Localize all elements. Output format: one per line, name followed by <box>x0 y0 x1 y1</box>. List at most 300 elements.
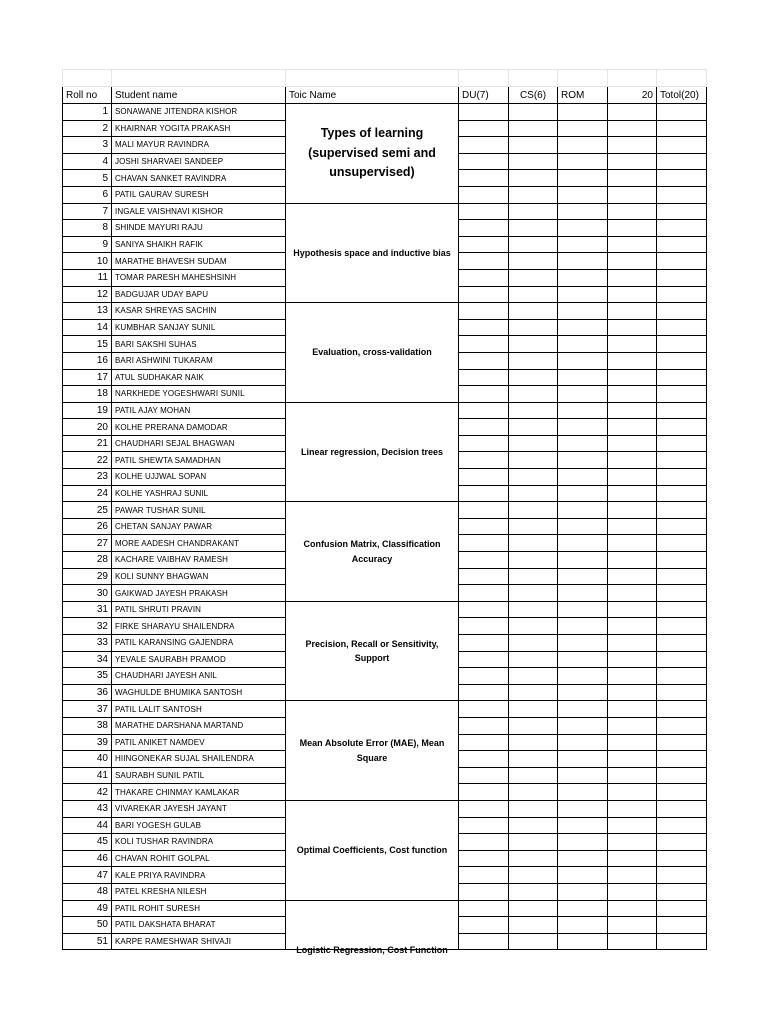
cs-cell <box>509 684 558 701</box>
total-cell <box>657 502 707 519</box>
total-cell <box>657 319 707 336</box>
blank-row <box>63 70 707 87</box>
student-name: BARI ASHWINI TUKARAM <box>112 352 286 369</box>
cs-cell <box>509 170 558 187</box>
rom-cell <box>558 635 608 652</box>
du-cell <box>459 684 509 701</box>
roll-number: 51 <box>63 933 112 950</box>
cs-cell <box>509 469 558 486</box>
student-name: PATIL KARANSING GAJENDRA <box>112 635 286 652</box>
student-name: KOLI SUNNY BHAGWAN <box>112 568 286 585</box>
roll-number: 35 <box>63 668 112 685</box>
roll-number: 31 <box>63 601 112 618</box>
rom-marks-cell <box>608 203 657 220</box>
student-name: TOMAR PARESH MAHESHSINH <box>112 269 286 286</box>
rom-cell <box>558 286 608 303</box>
total-cell <box>657 834 707 851</box>
rom-cell <box>558 734 608 751</box>
du-cell <box>459 402 509 419</box>
roll-number: 46 <box>63 850 112 867</box>
rom-cell <box>558 120 608 137</box>
roll-number: 40 <box>63 751 112 768</box>
topic-name-header: Toic Name <box>286 87 459 104</box>
roll-number: 44 <box>63 817 112 834</box>
du-cell <box>459 137 509 154</box>
du-cell <box>459 253 509 270</box>
cs-cell <box>509 386 558 403</box>
total-cell <box>657 568 707 585</box>
rom-cell <box>558 419 608 436</box>
rom-marks-cell <box>608 834 657 851</box>
cs-cell <box>509 269 558 286</box>
rom-marks-cell <box>608 269 657 286</box>
du-cell <box>459 618 509 635</box>
student-name: GAIKWAD JAYESH PRAKASH <box>112 585 286 602</box>
rom-cell <box>558 352 608 369</box>
rom-cell <box>558 933 608 950</box>
roll-number: 8 <box>63 220 112 237</box>
rom-marks-cell <box>608 850 657 867</box>
rom-marks-cell <box>608 883 657 900</box>
du-cell <box>459 800 509 817</box>
rom-cell <box>558 386 608 403</box>
rom-cell <box>558 203 608 220</box>
cs-cell <box>509 800 558 817</box>
rom-marks-cell <box>608 701 657 718</box>
roll-number: 14 <box>63 319 112 336</box>
header-row <box>63 87 707 104</box>
student-name: PATIL SHEWTA SAMADHAN <box>112 452 286 469</box>
total-cell <box>657 435 707 452</box>
total-cell <box>657 917 707 934</box>
student-name: KALE PRIYA RAVINDRA <box>112 867 286 884</box>
rom-cell <box>558 402 608 419</box>
du-cell <box>459 701 509 718</box>
roll-number: 10 <box>63 253 112 270</box>
cs-cell <box>509 734 558 751</box>
du-cell <box>459 369 509 386</box>
cs-cell <box>509 917 558 934</box>
du-cell <box>459 120 509 137</box>
cs-cell <box>509 435 558 452</box>
rom-cell <box>558 668 608 685</box>
du-cell <box>459 817 509 834</box>
cs-header: CS(6) <box>509 87 558 104</box>
student-name: PATIL SHRUTI PRAVIN <box>112 601 286 618</box>
topic-name: Hypothesis space and inductive bias <box>286 203 459 303</box>
roll-number: 16 <box>63 352 112 369</box>
student-row <box>63 203 707 220</box>
rom-marks-cell <box>608 170 657 187</box>
rom-marks-cell <box>608 485 657 502</box>
total-cell <box>657 104 707 121</box>
student-name: PATEL KRESHA NILESH <box>112 883 286 900</box>
total-cell <box>657 585 707 602</box>
roll-number: 7 <box>63 203 112 220</box>
total-cell <box>657 618 707 635</box>
roll-number: 25 <box>63 502 112 519</box>
du-cell <box>459 352 509 369</box>
rom-cell <box>558 452 608 469</box>
du-cell <box>459 867 509 884</box>
roll-number: 32 <box>63 618 112 635</box>
roll-number: 19 <box>63 402 112 419</box>
cs-cell <box>509 518 558 535</box>
cs-cell <box>509 319 558 336</box>
total-cell <box>657 535 707 552</box>
total-cell <box>657 336 707 353</box>
rom-marks-cell <box>608 601 657 618</box>
rom-marks-cell <box>608 867 657 884</box>
marks-table <box>62 69 707 956</box>
student-name: KOLHE UJJWAL SOPAN <box>112 469 286 486</box>
cs-cell <box>509 850 558 867</box>
total-cell <box>657 651 707 668</box>
du-cell <box>459 850 509 867</box>
total-cell <box>657 850 707 867</box>
du-cell <box>459 220 509 237</box>
rom-cell <box>558 601 608 618</box>
rom-cell <box>558 535 608 552</box>
du-cell <box>459 203 509 220</box>
student-name: KHAIRNAR YOGITA PRAKASH <box>112 120 286 137</box>
student-name: CHETAN SANJAY PAWAR <box>112 518 286 535</box>
rom-marks-cell <box>608 369 657 386</box>
rom-marks-cell <box>608 286 657 303</box>
roll-number: 13 <box>63 303 112 320</box>
roll-number: 11 <box>63 269 112 286</box>
cs-cell <box>509 784 558 801</box>
du-cell <box>459 917 509 934</box>
student-name: PATIL ANIKET NAMDEV <box>112 734 286 751</box>
roll-header: Roll no <box>63 87 112 104</box>
du-cell <box>459 734 509 751</box>
rom-cell <box>558 137 608 154</box>
rom-marks-cell <box>608 684 657 701</box>
rom-cell <box>558 236 608 253</box>
cs-cell <box>509 220 558 237</box>
student-name: CHAVAN SANKET RAVINDRA <box>112 170 286 187</box>
rom-cell <box>558 369 608 386</box>
student-name: BARI YOGESH GULAB <box>112 817 286 834</box>
student-name: NARKHEDE YOGESHWARI SUNIL <box>112 386 286 403</box>
rom-cell <box>558 319 608 336</box>
rom-cell <box>558 817 608 834</box>
student-name: PATIL ROHIT SURESH <box>112 900 286 917</box>
roll-number: 47 <box>63 867 112 884</box>
roll-number: 23 <box>63 469 112 486</box>
du-cell <box>459 502 509 519</box>
rom-cell <box>558 269 608 286</box>
rom-cell <box>558 585 608 602</box>
rom-cell <box>558 485 608 502</box>
cs-cell <box>509 883 558 900</box>
student-name: CHAVAN ROHIT GOLPAL <box>112 850 286 867</box>
student-name: MARATHE DARSHANA MARTAND <box>112 717 286 734</box>
attendance-sheet <box>62 69 707 956</box>
rom-marks-cell <box>608 568 657 585</box>
student-name: KOLHE YASHRAJ SUNIL <box>112 485 286 502</box>
rom-cell <box>558 751 608 768</box>
cs-cell <box>509 352 558 369</box>
cs-cell <box>509 651 558 668</box>
rom-marks-cell <box>608 469 657 486</box>
total-cell <box>657 386 707 403</box>
rom-marks-cell <box>608 784 657 801</box>
rom-marks-cell <box>608 303 657 320</box>
student-row <box>63 701 707 718</box>
total-cell <box>657 767 707 784</box>
rom-cell <box>558 900 608 917</box>
student-row <box>63 800 707 817</box>
rom-cell <box>558 435 608 452</box>
topic-name: Evaluation, cross-validation <box>286 303 459 403</box>
roll-number: 49 <box>63 900 112 917</box>
du-cell <box>459 336 509 353</box>
rom-header: ROM <box>558 87 608 104</box>
student-name: HIINGONEKAR SUJAL SHAILENDRA <box>112 751 286 768</box>
student-name: KASAR SHREYAS SACHIN <box>112 303 286 320</box>
roll-number: 30 <box>63 585 112 602</box>
du-cell <box>459 552 509 569</box>
rom-cell <box>558 717 608 734</box>
rom-cell <box>558 917 608 934</box>
cs-cell <box>509 120 558 137</box>
total-cell <box>657 601 707 618</box>
roll-number: 27 <box>63 535 112 552</box>
du-cell <box>459 585 509 602</box>
rom-marks-cell <box>608 817 657 834</box>
student-name: PATIL AJAY MOHAN <box>112 402 286 419</box>
cs-cell <box>509 369 558 386</box>
student-row <box>63 104 707 121</box>
rom-marks-cell <box>608 220 657 237</box>
roll-number: 38 <box>63 717 112 734</box>
roll-number: 20 <box>63 419 112 436</box>
student-row <box>63 601 707 618</box>
total-cell <box>657 402 707 419</box>
roll-number: 2 <box>63 120 112 137</box>
student-name: CHAUDHARI SEJAL BHAGWAN <box>112 435 286 452</box>
total-cell <box>657 800 707 817</box>
cs-cell <box>509 502 558 519</box>
rom-cell <box>558 253 608 270</box>
total-cell <box>657 784 707 801</box>
student-name: KOLI TUSHAR RAVINDRA <box>112 834 286 851</box>
rom-marks-cell <box>608 352 657 369</box>
rom-marks-cell <box>608 933 657 950</box>
topic-name: Linear regression, Decision trees <box>286 402 459 502</box>
total-cell <box>657 552 707 569</box>
rom-cell <box>558 170 608 187</box>
roll-number: 33 <box>63 635 112 652</box>
total-cell <box>657 452 707 469</box>
roll-number: 24 <box>63 485 112 502</box>
rom-marks-cell <box>608 502 657 519</box>
student-row <box>63 303 707 320</box>
rom-marks-cell <box>608 917 657 934</box>
total-cell <box>657 203 707 220</box>
cs-cell <box>509 104 558 121</box>
student-name: FIRKE SHARAYU SHAILENDRA <box>112 618 286 635</box>
total-cell <box>657 684 707 701</box>
rom-cell <box>558 701 608 718</box>
rom-marks-header: 20 <box>608 87 657 104</box>
rom-cell <box>558 883 608 900</box>
cs-cell <box>509 402 558 419</box>
total-cell <box>657 867 707 884</box>
topic-label: Logistic Regression, Cost Function <box>296 945 448 956</box>
cs-cell <box>509 253 558 270</box>
du-cell <box>459 386 509 403</box>
du-cell <box>459 286 509 303</box>
student-name: SANIYA SHAIKH RAFIK <box>112 236 286 253</box>
du-cell <box>459 419 509 436</box>
student-name: BADGUJAR UDAY BAPU <box>112 286 286 303</box>
rom-marks-cell <box>608 900 657 917</box>
student-name: BARI SAKSHI SUHAS <box>112 336 286 353</box>
cs-cell <box>509 485 558 502</box>
cs-cell <box>509 601 558 618</box>
total-cell <box>657 269 707 286</box>
roll-number: 42 <box>63 784 112 801</box>
cs-cell <box>509 568 558 585</box>
student-row <box>63 402 707 419</box>
cs-cell <box>509 452 558 469</box>
du-cell <box>459 319 509 336</box>
rom-marks-cell <box>608 319 657 336</box>
student-name: PATIL GAURAV SURESH <box>112 186 286 203</box>
cs-cell <box>509 751 558 768</box>
rom-cell <box>558 684 608 701</box>
roll-number: 50 <box>63 917 112 934</box>
student-name: JOSHI SHARVAEI SANDEEP <box>112 153 286 170</box>
roll-number: 29 <box>63 568 112 585</box>
rom-marks-cell <box>608 535 657 552</box>
roll-number: 9 <box>63 236 112 253</box>
student-row <box>63 900 707 917</box>
total-cell <box>657 253 707 270</box>
rom-cell <box>558 220 608 237</box>
rom-marks-cell <box>608 800 657 817</box>
topic-name: Confusion Matrix, Classification Accuracy <box>286 502 459 602</box>
du-cell <box>459 452 509 469</box>
rom-marks-cell <box>608 452 657 469</box>
rom-marks-cell <box>608 386 657 403</box>
cs-cell <box>509 336 558 353</box>
du-cell <box>459 834 509 851</box>
du-cell <box>459 170 509 187</box>
rom-marks-cell <box>608 104 657 121</box>
topic-name <box>286 900 459 956</box>
total-cell <box>657 120 707 137</box>
student-name: MORE AADESH CHANDRAKANT <box>112 535 286 552</box>
total-cell <box>657 469 707 486</box>
rom-marks-cell <box>608 137 657 154</box>
du-cell <box>459 485 509 502</box>
total-cell <box>657 817 707 834</box>
student-row <box>63 502 707 519</box>
rom-marks-cell <box>608 767 657 784</box>
roll-number: 28 <box>63 552 112 569</box>
du-cell <box>459 883 509 900</box>
rom-marks-cell <box>608 618 657 635</box>
total-cell <box>657 900 707 917</box>
roll-number: 43 <box>63 800 112 817</box>
rom-marks-cell <box>608 651 657 668</box>
cs-cell <box>509 717 558 734</box>
du-cell <box>459 717 509 734</box>
rom-cell <box>558 303 608 320</box>
student-name: SHINDE MAYURI RAJU <box>112 220 286 237</box>
roll-number: 3 <box>63 137 112 154</box>
student-name: CHAUDHARI JAYESH ANIL <box>112 668 286 685</box>
du-cell <box>459 900 509 917</box>
cs-cell <box>509 817 558 834</box>
rom-marks-cell <box>608 236 657 253</box>
total-cell <box>657 751 707 768</box>
total-cell <box>657 153 707 170</box>
du-cell <box>459 668 509 685</box>
student-name: ATUL SUDHAKAR NAIK <box>112 369 286 386</box>
rom-cell <box>558 186 608 203</box>
du-cell <box>459 751 509 768</box>
total-cell <box>657 352 707 369</box>
cs-cell <box>509 701 558 718</box>
du-cell <box>459 186 509 203</box>
rom-cell <box>558 867 608 884</box>
total-header: Totol(20) <box>657 87 707 104</box>
du-cell <box>459 518 509 535</box>
rom-marks-cell <box>608 635 657 652</box>
cs-cell <box>509 203 558 220</box>
cs-cell <box>509 286 558 303</box>
rom-marks-cell <box>608 186 657 203</box>
topic-name: Mean Absolute Error (MAE), Mean Square <box>286 701 459 801</box>
student-name: PATIL LALIT SANTOSH <box>112 701 286 718</box>
cs-cell <box>509 137 558 154</box>
student-name: PAWAR TUSHAR SUNIL <box>112 502 286 519</box>
rom-cell <box>558 518 608 535</box>
student-name: PATIL DAKSHATA BHARAT <box>112 917 286 934</box>
student-name: THAKARE CHINMAY KAMLAKAR <box>112 784 286 801</box>
rom-marks-cell <box>608 153 657 170</box>
roll-number: 6 <box>63 186 112 203</box>
cs-cell <box>509 933 558 950</box>
student-name: SONAWANE JITENDRA KISHOR <box>112 104 286 121</box>
student-name: KUMBHAR SANJAY SUNIL <box>112 319 286 336</box>
cs-cell <box>509 867 558 884</box>
du-cell <box>459 104 509 121</box>
student-name: KACHARE VAIBHAV RAMESH <box>112 552 286 569</box>
rom-cell <box>558 834 608 851</box>
cs-cell <box>509 552 558 569</box>
cs-cell <box>509 153 558 170</box>
student-name-header: Student name <box>112 87 286 104</box>
cs-cell <box>509 767 558 784</box>
rom-cell <box>558 651 608 668</box>
student-name: SAURABH SUNIL PATIL <box>112 767 286 784</box>
total-cell <box>657 419 707 436</box>
cs-cell <box>509 618 558 635</box>
rom-marks-cell <box>608 668 657 685</box>
roll-number: 12 <box>63 286 112 303</box>
roll-number: 45 <box>63 834 112 851</box>
total-cell <box>657 701 707 718</box>
roll-number: 5 <box>63 170 112 187</box>
topic-name: Optimal Coefficients, Cost function <box>286 800 459 900</box>
student-name: INGALE VAISHNAVI KISHOR <box>112 203 286 220</box>
